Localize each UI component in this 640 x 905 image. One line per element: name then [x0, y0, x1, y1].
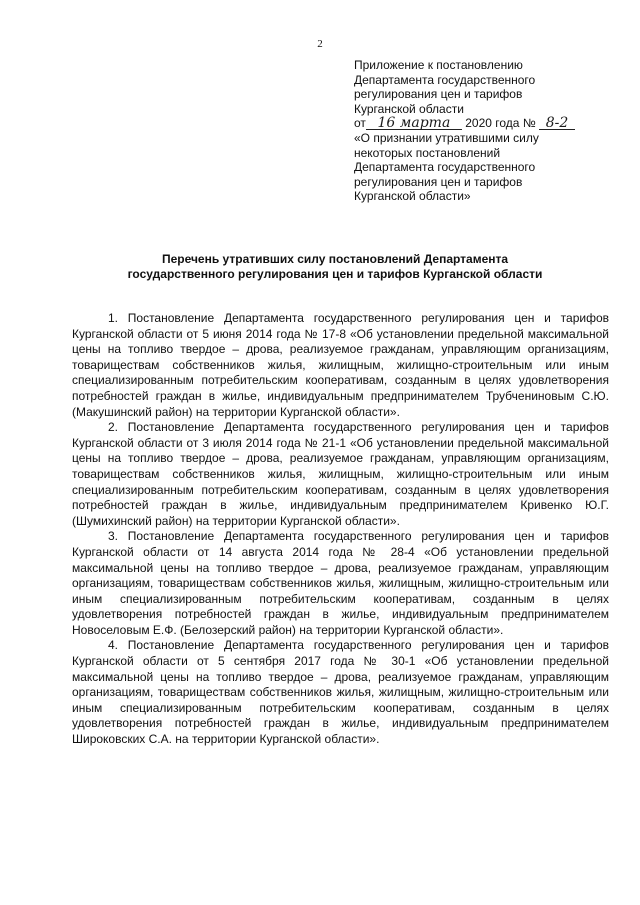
list-item: 4. Постановление Департамента государственного регулирования цен и тарифов Курганской области от 5 сентября 2017 года № 30-1 «Об установлении предельной максимальной цены на топливо твердое – дрова, реализуемое гражданам, управляющим организациям, товариществам собственников жилья, жилищным, жилищно-строительным или иным специализированным потребительским кооперативам, созданным в целях удовлетворения потребностей граждан в жилье, индивидуальным предпринимателем Широковских С.А. на территории Курганской области». — [72, 638, 609, 747]
document-title — [80, 252, 590, 282]
document-title-line-2: государственного регулирования цен и тарифов Курганской области — [127, 267, 543, 281]
appendix-date-line — [354, 116, 624, 131]
date-prefix: от — [354, 116, 366, 131]
list-item: 3. Постановление Департамента государственного регулирования цен и тарифов Курганской области от 14 августа 2014 года № 28-4 «Об установлении предельной максимальной цены на топливо твердое – дрова, реализуемое гражданам, управляющим организациям, товариществам собственников жилья, жилищным, жилищно-строительным или иным специализированным потребительским кооперативам, созданным в целях удовлетворения потребностей граждан в жилье, индивидуальным предпринимателем Новоселовым Е.Ф. (Белозерский район) на территории Курганской области». — [72, 529, 609, 637]
list-item: 1. Постановление Департамента государственного регулирования цен и тарифов Курганской области от 5 июня 2014 года № 17-8 «Об установлении предельной максимальной цены на топливо твердое – дрова, реализуемое гражданам, управляющим организациям, товариществам собственников жилья, жилищным, жилищно-строительным или иным специализированным потребительским кооперативам, созданным в целях удовлетворения потребностей граждан в жилье, индивидуальным предпринимателем Трубчениновым С.Ю. (Макушинский район) на территории Курганской области». — [72, 311, 609, 419]
appendix-subject-1: «О признании утратившими силу — [354, 130, 539, 145]
list-item: 2. Постановление Департамента государственного регулирования цен и тарифов Курганской области от 3 июля 2014 года № 21-1 «Об установлении предельной максимальной цены на топливо твердое – дрова, реализуемое гражданам, управляющим организациям, товариществам собственников жилья, жилищным, жилищно-строительным или иным специализированным потребительским кооперативам, созданным в целях удовлетворения потребностей граждан в жилье, индивидуальным предпринимателем Кривенко Ю.Г. (Шумихинский район) на территории Курганской области». — [72, 420, 609, 528]
year-text: 2020 года № — [465, 116, 536, 131]
appendix-subject-2: некоторых постановлений — [354, 145, 501, 160]
appendix-subject-4: регулирования цен и тарифов — [354, 174, 523, 189]
appendix-line-2: Департамента государственного — [354, 72, 536, 87]
appendix-subject-3: Департамента государственного — [354, 160, 536, 175]
appendix-subject-5: Курганской области» — [354, 189, 471, 204]
appendix-line-1: Приложение к постановлению — [354, 58, 523, 72]
document-body — [72, 311, 609, 748]
handwritten-number: 8-2 — [539, 117, 575, 130]
page-number: 2 — [317, 38, 323, 50]
appendix-line-4: Курганской области — [354, 101, 464, 116]
document-title-line-1: Перечень утративших силу постановлений Департамента — [161, 252, 509, 266]
appendix-line-3: регулирования цен и тарифов — [354, 87, 523, 102]
handwritten-date: 16 марта — [366, 117, 462, 130]
appendix-block — [354, 58, 624, 204]
